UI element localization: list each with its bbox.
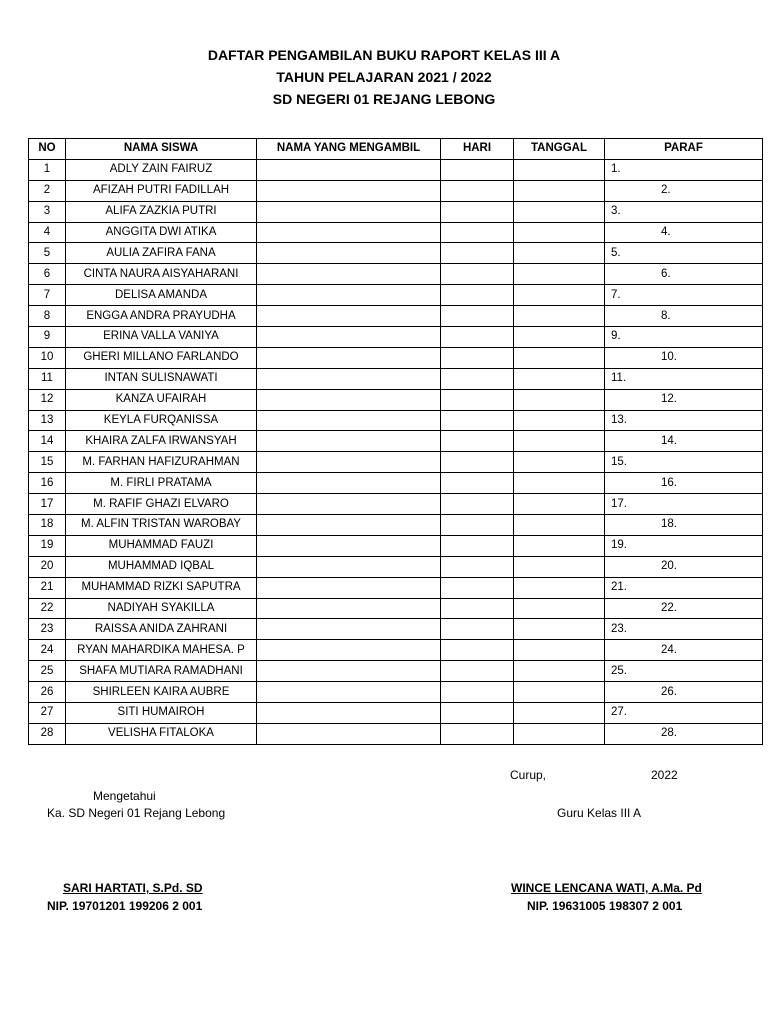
table-row xyxy=(29,473,763,494)
signature-cell[interactable]: 3. xyxy=(605,201,763,222)
row-number: 23 xyxy=(29,619,66,640)
student-name: M. RAFIF GHAZI ELVARO xyxy=(66,494,257,515)
date-cell[interactable] xyxy=(514,285,605,306)
signature-cell[interactable]: 22. xyxy=(605,598,763,619)
student-name: M. FARHAN HAFIZURAHMAN xyxy=(66,452,257,473)
teacher-nip: NIP. 19631005 198307 2 001 xyxy=(527,899,683,913)
date-cell[interactable] xyxy=(514,431,605,452)
collector-name-cell[interactable] xyxy=(257,703,441,724)
table-row xyxy=(29,159,763,180)
student-name: MUHAMMAD FAUZI xyxy=(66,535,257,556)
report-pickup-table xyxy=(28,138,763,745)
date-cell[interactable] xyxy=(514,682,605,703)
row-number: 28 xyxy=(29,723,66,744)
table-row xyxy=(29,535,763,556)
date-cell[interactable] xyxy=(514,222,605,243)
table-row xyxy=(29,201,763,222)
collector-name-cell[interactable] xyxy=(257,515,441,536)
student-name: SHIRLEEN KAIRA AUBRE xyxy=(66,682,257,703)
row-number: 15 xyxy=(29,452,66,473)
student-name: KEYLA FURQANISSA xyxy=(66,410,257,431)
signature-cell[interactable]: 2. xyxy=(605,180,763,201)
day-cell[interactable] xyxy=(441,577,514,598)
day-cell[interactable] xyxy=(441,389,514,410)
collector-name-cell[interactable] xyxy=(257,494,441,515)
day-cell[interactable] xyxy=(441,494,514,515)
day-cell[interactable] xyxy=(441,598,514,619)
table-row xyxy=(29,682,763,703)
table-row xyxy=(29,389,763,410)
row-number: 8 xyxy=(29,306,66,327)
day-cell[interactable] xyxy=(441,368,514,389)
row-number: 12 xyxy=(29,389,66,410)
table-row xyxy=(29,515,763,536)
collector-name-cell[interactable] xyxy=(257,201,441,222)
student-name: ENGGA ANDRA PRAYUDHA xyxy=(66,306,257,327)
acknowledge-label: Mengetahui xyxy=(93,789,156,803)
row-number: 2 xyxy=(29,180,66,201)
signature-cell[interactable]: 6. xyxy=(605,264,763,285)
signature-cell[interactable]: 23. xyxy=(605,619,763,640)
title-line-2: TAHUN PELAJARAN 2021 / 2022 xyxy=(276,69,492,85)
table-row xyxy=(29,243,763,264)
date-cell[interactable] xyxy=(514,494,605,515)
date-cell[interactable] xyxy=(514,598,605,619)
collector-name-cell[interactable] xyxy=(257,222,441,243)
row-number: 10 xyxy=(29,347,66,368)
header-day: HARI xyxy=(441,139,514,160)
signature-cell[interactable]: 25. xyxy=(605,661,763,682)
row-number: 1 xyxy=(29,159,66,180)
day-cell[interactable] xyxy=(441,180,514,201)
signature-cell[interactable]: 7. xyxy=(605,285,763,306)
row-number: 27 xyxy=(29,703,66,724)
day-cell[interactable] xyxy=(441,347,514,368)
principal-nip: NIP. 19701201 199206 2 001 xyxy=(47,899,203,913)
collector-name-cell[interactable] xyxy=(257,577,441,598)
row-number: 18 xyxy=(29,515,66,536)
collector-name-cell[interactable] xyxy=(257,306,441,327)
table-row xyxy=(29,410,763,431)
signature-cell[interactable]: 10. xyxy=(605,347,763,368)
date-cell[interactable] xyxy=(514,410,605,431)
collector-name-cell[interactable] xyxy=(257,368,441,389)
collector-name-cell[interactable] xyxy=(257,640,441,661)
student-name: ANGGITA DWI ATIKA xyxy=(66,222,257,243)
signature-cell[interactable]: 28. xyxy=(605,723,763,744)
student-name: RAISSA ANIDA ZAHRANI xyxy=(66,619,257,640)
table-row xyxy=(29,264,763,285)
day-cell[interactable] xyxy=(441,327,514,348)
student-name: M. FIRLI PRATAMA xyxy=(66,473,257,494)
date-cell[interactable] xyxy=(514,535,605,556)
student-name: KHAIRA ZALFA IRWANSYAH xyxy=(66,431,257,452)
collector-name-cell[interactable] xyxy=(257,598,441,619)
title-line-3: SD NEGERI 01 REJANG LEBONG xyxy=(272,91,496,107)
date-cell[interactable] xyxy=(514,619,605,640)
day-cell[interactable] xyxy=(441,556,514,577)
student-name: SITI HUMAIROH xyxy=(66,703,257,724)
student-name: AULIA ZAFIRA FANA xyxy=(66,243,257,264)
collector-name-cell[interactable] xyxy=(257,535,441,556)
table-row xyxy=(29,368,763,389)
day-cell[interactable] xyxy=(441,452,514,473)
header-collector-name: NAMA YANG MENGAMBIL xyxy=(257,139,441,160)
row-number: 16 xyxy=(29,473,66,494)
signature-cell[interactable]: 17. xyxy=(605,494,763,515)
signature-cell[interactable]: 27. xyxy=(605,703,763,724)
table-row xyxy=(29,598,763,619)
date-cell[interactable] xyxy=(514,661,605,682)
date-cell[interactable] xyxy=(514,640,605,661)
student-name: M. ALFIN TRISTAN WAROBAY xyxy=(66,515,257,536)
table-row xyxy=(29,327,763,348)
day-cell[interactable] xyxy=(441,264,514,285)
table-row xyxy=(29,452,763,473)
student-name: AFIZAH PUTRI FADILLAH xyxy=(66,180,257,201)
table-row xyxy=(29,222,763,243)
principal-name: SARI HARTATI, S.Pd. SD xyxy=(63,881,203,895)
table-row xyxy=(29,347,763,368)
principal-role: Ka. SD Negeri 01 Rejang Lebong xyxy=(47,806,226,820)
row-number: 13 xyxy=(29,410,66,431)
header-date: TANGGAL xyxy=(514,139,605,160)
collector-name-cell[interactable] xyxy=(257,452,441,473)
signature-cell[interactable]: 19. xyxy=(605,535,763,556)
day-cell[interactable] xyxy=(441,431,514,452)
day-cell[interactable] xyxy=(441,619,514,640)
day-cell[interactable] xyxy=(441,222,514,243)
collector-name-cell[interactable] xyxy=(257,180,441,201)
collector-name-cell[interactable] xyxy=(257,619,441,640)
student-name: NADIYAH SYAKILLA xyxy=(66,598,257,619)
table-row xyxy=(29,661,763,682)
row-number: 24 xyxy=(29,640,66,661)
signature-cell[interactable]: 20. xyxy=(605,556,763,577)
date-cell[interactable] xyxy=(514,327,605,348)
year-label: 2022 xyxy=(651,768,678,782)
student-name: ALIFA ZAZKIA PUTRI xyxy=(66,201,257,222)
date-cell[interactable] xyxy=(514,264,605,285)
table-row xyxy=(29,306,763,327)
header-student-name: NAMA SISWA xyxy=(66,139,257,160)
table-row xyxy=(29,494,763,515)
header-no: NO xyxy=(29,139,66,160)
table-row xyxy=(29,640,763,661)
signature-cell[interactable]: 9. xyxy=(605,327,763,348)
row-number: 20 xyxy=(29,556,66,577)
student-name: SHAFA MUTIARA RAMADHANI xyxy=(66,661,257,682)
row-number: 9 xyxy=(29,327,66,348)
date-cell[interactable] xyxy=(514,389,605,410)
collector-name-cell[interactable] xyxy=(257,389,441,410)
day-cell[interactable] xyxy=(441,640,514,661)
day-cell[interactable] xyxy=(441,243,514,264)
table-row xyxy=(29,431,763,452)
date-cell[interactable] xyxy=(514,473,605,494)
date-cell[interactable] xyxy=(514,577,605,598)
day-cell[interactable] xyxy=(441,535,514,556)
row-number: 5 xyxy=(29,243,66,264)
signature-cell[interactable]: 18. xyxy=(605,515,763,536)
day-cell[interactable] xyxy=(441,306,514,327)
signature-cell[interactable]: 24. xyxy=(605,640,763,661)
student-name: KANZA UFAIRAH xyxy=(66,389,257,410)
row-number: 11 xyxy=(29,368,66,389)
day-cell[interactable] xyxy=(441,201,514,222)
row-number: 17 xyxy=(29,494,66,515)
signature-cell[interactable]: 4. xyxy=(605,222,763,243)
signature-cell[interactable]: 16. xyxy=(605,473,763,494)
signature-cell[interactable]: 13. xyxy=(605,410,763,431)
document-title xyxy=(0,44,768,110)
student-name: MUHAMMAD IQBAL xyxy=(66,556,257,577)
signature-cell[interactable]: 11. xyxy=(605,368,763,389)
table-row xyxy=(29,577,763,598)
teacher-role: Guru Kelas III A xyxy=(557,806,642,820)
collector-name-cell[interactable] xyxy=(257,661,441,682)
collector-name-cell[interactable] xyxy=(257,243,441,264)
date-cell[interactable] xyxy=(514,243,605,264)
collector-name-cell[interactable] xyxy=(257,264,441,285)
day-cell[interactable] xyxy=(441,473,514,494)
table-row xyxy=(29,180,763,201)
day-cell[interactable] xyxy=(441,682,514,703)
row-number: 3 xyxy=(29,201,66,222)
student-name: GHERI MILLANO FARLANDO xyxy=(66,347,257,368)
signature-cell[interactable]: 26. xyxy=(605,682,763,703)
teacher-name: WINCE LENCANA WATI, A.Ma. Pd xyxy=(511,881,702,895)
table-row xyxy=(29,285,763,306)
title-line-1: DAFTAR PENGAMBILAN BUKU RAPORT KELAS III A xyxy=(207,47,561,63)
collector-name-cell[interactable] xyxy=(257,410,441,431)
signature-cell[interactable]: 12. xyxy=(605,389,763,410)
row-number: 21 xyxy=(29,577,66,598)
day-cell[interactable] xyxy=(441,723,514,744)
table-row xyxy=(29,723,763,744)
student-name: CINTA NAURA AISYAHARANI xyxy=(66,264,257,285)
date-cell[interactable] xyxy=(514,452,605,473)
date-cell[interactable] xyxy=(514,180,605,201)
table-header-row xyxy=(29,139,763,160)
table-row xyxy=(29,703,763,724)
date-cell[interactable] xyxy=(514,515,605,536)
signature-cell[interactable]: 21. xyxy=(605,577,763,598)
row-number: 14 xyxy=(29,431,66,452)
date-cell[interactable] xyxy=(514,703,605,724)
signature-cell[interactable]: 14. xyxy=(605,431,763,452)
row-number: 22 xyxy=(29,598,66,619)
student-name: VELISHA FITALOKA xyxy=(66,723,257,744)
collector-name-cell[interactable] xyxy=(257,347,441,368)
date-cell[interactable] xyxy=(514,306,605,327)
student-name: INTAN SULISNAWATI xyxy=(66,368,257,389)
signature-cell[interactable]: 1. xyxy=(605,159,763,180)
table-body xyxy=(29,159,763,744)
row-number: 4 xyxy=(29,222,66,243)
day-cell[interactable] xyxy=(441,410,514,431)
date-cell[interactable] xyxy=(514,556,605,577)
day-cell[interactable] xyxy=(441,661,514,682)
date-cell[interactable] xyxy=(514,347,605,368)
table-row xyxy=(29,556,763,577)
row-number: 26 xyxy=(29,682,66,703)
signature-cell[interactable]: 15. xyxy=(605,452,763,473)
signature-cell[interactable]: 5. xyxy=(605,243,763,264)
row-number: 6 xyxy=(29,264,66,285)
student-name: RYAN MAHARDIKA MAHESA. P xyxy=(66,640,257,661)
collector-name-cell[interactable] xyxy=(257,473,441,494)
collector-name-cell[interactable] xyxy=(257,159,441,180)
row-number: 19 xyxy=(29,535,66,556)
collector-name-cell[interactable] xyxy=(257,431,441,452)
collector-name-cell[interactable] xyxy=(257,682,441,703)
day-cell[interactable] xyxy=(441,285,514,306)
date-cell[interactable] xyxy=(514,159,605,180)
day-cell[interactable] xyxy=(441,703,514,724)
header-signature: PARAF xyxy=(605,139,763,160)
row-number: 25 xyxy=(29,661,66,682)
day-cell[interactable] xyxy=(441,159,514,180)
collector-name-cell[interactable] xyxy=(257,556,441,577)
row-number: 7 xyxy=(29,285,66,306)
place-label: Curup, xyxy=(510,768,547,782)
student-name: ERINA VALLA VANIYA xyxy=(66,327,257,348)
student-name: DELISA AMANDA xyxy=(66,285,257,306)
date-cell[interactable] xyxy=(514,723,605,744)
day-cell[interactable] xyxy=(441,515,514,536)
date-cell[interactable] xyxy=(514,201,605,222)
collector-name-cell[interactable] xyxy=(257,327,441,348)
student-name: MUHAMMAD RIZKI SAPUTRA xyxy=(66,577,257,598)
student-name: ADLY ZAIN FAIRUZ xyxy=(66,159,257,180)
collector-name-cell[interactable] xyxy=(257,723,441,744)
collector-name-cell[interactable] xyxy=(257,285,441,306)
signature-cell[interactable]: 8. xyxy=(605,306,763,327)
table-row xyxy=(29,619,763,640)
date-cell[interactable] xyxy=(514,368,605,389)
